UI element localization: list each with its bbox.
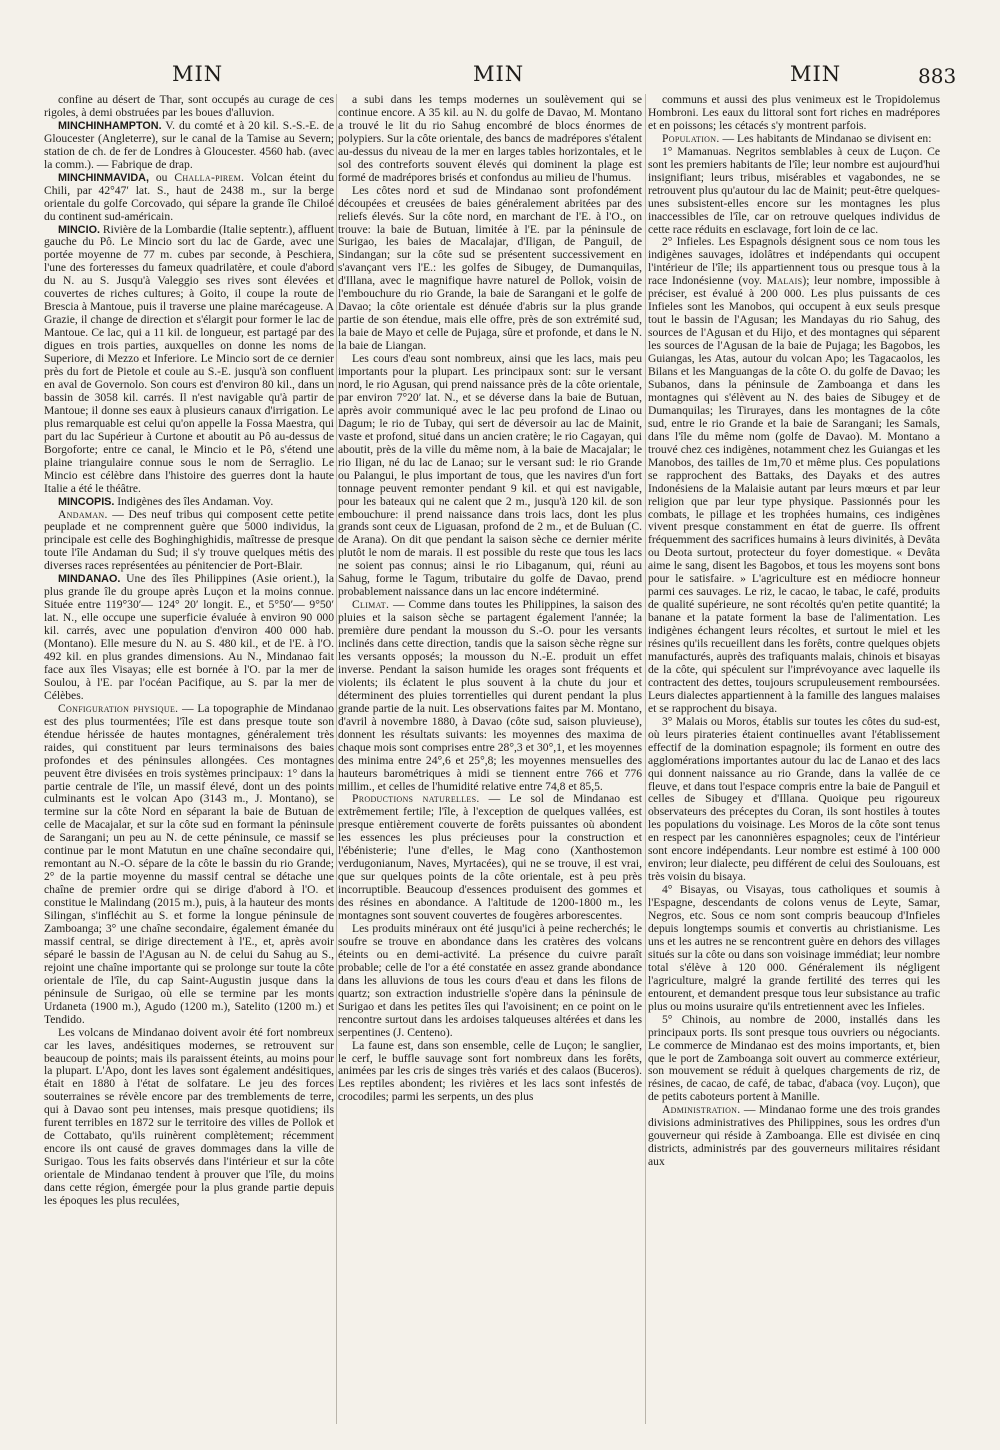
text-column-center xyxy=(338,94,642,1434)
paragraph: confine au désert de Thar, sont occupés au curage de ces rigoles, à demi obstruées par les boues d'alluvion. xyxy=(44,94,334,119)
entry-minchinmavida xyxy=(44,172,334,224)
paragraph: 1° Mamanuas. Negritos semblables à ceux de Luçon. Ce sont les premiers habitants de l'île; leur nombre est aujourd'hui insignifiant; leurs tribus, misérables et vagabondes, ne se retrouvent plus qu'autour du lac de Mainit; peut-être quelques-unes subsistent-elles encore sur les montagnes les plus inaccessibles de l'île, car on retrouve quelques individus de cette race réduits en esclavage, fort loin de ce lac. xyxy=(648,144,940,236)
paragraph: La faune est, dans son ensemble, celle de Luçon; le sanglier, le cerf, le buffle sauvage sont fort nombreux dans les forêts, animées par les cris de singes très variés et des calaos (Buceros). Les reptiles abondent; les rivières et les lacs sont infestés de crocodiles; parmi les serpents, un des plus xyxy=(338,1038,642,1104)
section-climat xyxy=(338,599,642,793)
paragraph: Les volcans de Mindanao doivent avoir été fort nombreux car les laves, andésitiques modernes, se retrouvent sur beaucoup de points; mais ils paraissent éteints, au moins pour la plupart. L'Apo, dont les laves sont également andésitiques, était en 1880 à l'état de solfatare. Le jeu des forces souterraines se révèle encore par des tremblements de terre, qui à Davao sont peu intenses, mais presque quotidiens; ils furent terribles en 1872 sur le territoire des villes de Pollok et de Cottabato, qu'ils ruinèrent complètement; récemment encore ils ont causé de graves dommages dans la ville de Surigao. Tous les faits observés dans l'intérieur et sur la côte orientale de Mindanao tendent à prouver que l'île, du moins dans cette région, émergée pour la plus grande partie depuis les époques les plus reculées, xyxy=(44,1025,334,1208)
paragraph-text: ); leur nombre, impossible à préciser, est évalué à 200 000. Les plus puissants de ces Infieles sont les Manobos, qui occupent à eux seuls presque tout le bassin de l'Agusan; les Mandayas du rio Sahug, des sources de l'Agusan et du Hijo, et des montagnes qui séparent les sources de l'Agusan de la baie de Pujaga; les Bagobos, les Guiangas, les Atas, autour du volcan Apo; les Tagacaolos, les Bilans et les Manguangas de la côte O. du golfe de Davao; les Subanos, dans la péninsule de Zamboanga et dans les montagnes qui s'élèvent au N. des baies de Sibugey et de Dumanquilas; les Tirurayes, dans les montagnes de la côte sud, entre le rio Grande et la baie de Sarangani; les Samals, dans l'île du même nom (golfe de Davao). M. Montano a trouvé chez ces indigènes, notamment chez les Guiangas et les Manobos, des tailles de 1m,70 et même plus. Ces populations se rapprochent des Battaks, des Dayaks et des autres Indonésiens de la Malaisie autant par leurs mœurs et par leur religion que par leur type physique. Passionnés pour les combats, le pillage et les trophées humains, ces indigènes vivent presque constamment en état de guerre. Ils offrent fréquemment des sacrifices humains à leurs divinités, à Devâta ou Deota surtout, protecteur du foyer domestique. « Devâta aime le sang, disent les Bagobos, et tous les moyens sont bons pour le satisfaire. » L'agriculture est en médiocre honneur parmi ces sauvages. Le riz, le cacao, le tabac, le café, produits de qualité supérieure, ne sont récoltés qu'en petite quantité; la banane et la patate forment la base de l'alimentation. Les indigènes échangent leurs récoltes, et surtout le miel et les résines qu'ils recueillent dans les forêts, contre quelques objets manufacturés, auprès des trafiquants malais, chinois et bisayas de la côte, qui spéculent sur l'imprévoyance avec laquelle ils contractent des dettes, toujours scrupuleusement remboursées. Leurs dialectes appartiennent à la famille des langues malaises et se rapprochent du bisaya. xyxy=(648,274,940,715)
header-center-guide-word: MIN xyxy=(473,62,525,86)
entry-headword: MINCOPIS. xyxy=(58,495,115,508)
page-number: 883 xyxy=(918,64,957,88)
entry-text: Indigènes des îles Andaman. Voy. xyxy=(114,494,274,508)
entry-mindanao xyxy=(44,573,334,703)
section-text: — Comme dans toutes les Philippines, la saison des pluies et la saison sèche se partagent également l'année; la première dure pendant la mousson du S.-O. pour les versants inclinés dans cette direction, tandis que la saison sèche règne sur les versants opposés; la mousson du N.-E. produit un effet inverse. Pendant la saison humide les orages sont fréquents et violents; ils éclatent le plus souvent à la chute du jour et déterminent des pluies torrentielles qui durent pendant la plus grande partie de la nuit. Les observations faites par M. Montano, d'avril à novembre 1880, à Davao (côte sud, saison pluvieuse), donnent les résultats suivants: les moyennes des maxima de chaque mois sont comprises entre 28°,3 et 30°,1, et les moyennes des minima entre 24°,6 et 25°,8; les moyennes mensuelles des hauteurs barométriques à midi se tiennent entre 766 et 776 millim., et celles de l'humidité relative entre 74,8 et 85,5. xyxy=(338,598,642,793)
entry-text: Volcan éteint du Chili, par 42°47′ lat. S., haut de 2438 m., sur la berge orientale du golfe Corcovado, qui sépare la grande île Chiloé du continent sud-américain. xyxy=(44,170,334,223)
entry-headword: MINCHINMAVIDA, xyxy=(58,171,149,184)
paragraph: Les cours d'eau sont nombreux, ainsi que les lacs, mais peu importants pour la plupart. Les principaux sont: sur le versant nord, le rio Agusan, qui prend naissance près de la côte orientale, par environ 7°20′ lat. N., et se déverse dans la baie de Butuan, après avoir communiqué avec le lac peu profond de Linao ou Dagum; le rio de Tubay, qui sert de déversoir au lac de Mainit, vaste et profond, situé dans un ancien cratère; le rio Cagayan, qui aboutit, près de la ville du même nom, à la baie de Macajalar; le rio Iligan, né du lac de Lanao; sur le versant sud: le rio Grande ou Palangui, le plus important de tous, que les navires d'un fort tonnage peuvent remonter pendant 9 kil. et qui est navigable, pour les bateaux qui ne calent que 2 m., jusqu'à 120 kil. de son embouchure: il prend naissance dans trois lacs, dont les plus grands sont ceux de Liguasan, profond de 2 m., et de Buluan (C. de Arana). On dit que pendant la saison sèche ce dernier mérite plutôt le nom de marais. Il est possible du reste que tous les lacs ne soient pas connus; ainsi le rio Libaganum, qui, réuni au Sahug, forme le Tagum, tributaire du golfe de Davao, prend probablement naissance dans un lac encore indéterminé. xyxy=(338,352,642,599)
text-column-right xyxy=(648,94,940,1434)
column-rule xyxy=(336,94,337,1424)
cross-reference: Malais xyxy=(766,274,803,288)
section-administration xyxy=(648,1104,940,1169)
section-population xyxy=(648,133,940,146)
paragraph: 5° Chinois, au nombre de 2000, installés dans les principaux ports. Ils sont presque tous ouvriers ou négociants. Le commerce de Mindanao est des moins importants, et, bien que le port de Zamboanga soit ouvert au commerce extérieur, son mouvement se réduit à quelques chargements de riz, de résines, de cacao, de café, de tabac, d'abaca (voy. Luçon), que de petits caboteurs portent à Manille. xyxy=(648,1012,940,1104)
entry-variant: Challa-pirem. xyxy=(174,170,245,184)
section-heading: Climat. xyxy=(352,598,390,612)
section-text: — La topographie de Mindanao est des plus tourmentées; l'île est dans presque toute son étendue hérissée de hautes montagnes, généralement très raides, qui constituent par leurs terminaisons des baies profondes et des péninsules allongées. Ces montagnes peuvent être divisées en trois systèmes principaux: 1° dans la partie centrale de l'île, un massif élevé, dont un des points culminants est le volcan Apo (3143 m., J. Montano), se termine sur la côte Nord en séparant la baie de Butuan de celle de Macajalar, et sur la côte sud en formant la péninsule de Sarangani; un peu au N. de cette péninsule, ce massif se continue par le mont Matutun en une chaîne secondaire qui, remontant au N.-O. sépare de la côte le bassin du rio Grande; 2° de la partie moyenne du massif central se détache une chaîne de premier ordre qui se dirige d'abord à l'O. et constitue le Malindang (2015 m.), puis, à la hauteur des monts Silingan, s'infléchit au S. et forme la longue péninsule de Zamboanga; 3° une chaîne secondaire, également émanée du massif central, se dirige directement à l'E., et, après avoir séparé le bassin de l'Agusan au N. de celui du Sahug au S., rejoint une chaîne importante qui se prolonge sur toute la côte orientale de l'île, du cap Saint-Augustin jusque dans la péninsule de Surigao, où elle se termine par les monts Urdaneta (1900 m.), Agudo (1200 m.), Satelito (1200 m.) et Tendido. xyxy=(44,701,334,1026)
entry-headword: MINCIO. xyxy=(58,223,100,236)
paragraph: Les produits minéraux ont été jusqu'ici à peine recherchés; le soufre se trouve en abondance dans les cratères des volcans éteints ou en demi-activité. La présence du cuivre paraît probable; celle de l'or a été constatée en assez grande abondance dans les alluvions de tous les cours d'eau et dans les filons de quartz; son extraction industrielle s'opère dans la péninsule de Surigao et dans les petites îles qui l'avoisinent; en ce point on le rencontre surtout dans les ardoises talqueuses altérées et dans les serpentines (J. Centeno). xyxy=(338,922,642,1039)
section-text: — Les habitants de Mindanao se divisent en: xyxy=(719,131,932,145)
section-text: — Mindanao forme une des trois grandes divisions administratives des Philippines, sous les ordres d'un gouverneur qui réside à Zamboanga. Elle est divisée en cinq districts, administrés par des gouverneurs militaires résidant aux xyxy=(648,1103,940,1169)
header-left-guide-word: MIN xyxy=(172,62,224,86)
section-heading: Configuration physique. xyxy=(58,701,179,715)
entry-headword: MINCHINHAMPTON. xyxy=(58,119,162,132)
entry-text: — Des neuf tribus qui composent cette petite peuplade et ne comprennent guère que 5000 individus, la principale est celle des Boghinghighidis, maîtresse de presque toute l'île Andaman du Sud; il s'y trouve quelques métis des diverses races représentées au pénitencier de Port-Blair. xyxy=(44,507,334,573)
section-heading: Administration. xyxy=(662,1103,741,1117)
entry-text: Rivière de la Lombardie (Italie septentr.), affluent gauche du Pô. Le Mincio sort du lac de Garde, avec une portée moyenne de 77 m. cubes par seconde, à Peschiera, l'une des forteresses du fameux quadrilatère, et coule d'abord du N. au S. Jusqu'à Valeggio ses rives sont élevées et couvertes de riches cultures; à Goito, il coupe la route de Brescia à Mantoue, puis il traverse une plaine marécageuse. A Grazie, il change de direction et s'élargit pour former le lac de Mantoue. Ce lac, qui a 11 kil. de longueur, est partagé par des digues en trois parties, auxquelles on donne les noms de Superiore, di Mezzo et Inferiore. Le Mincio sort de ce dernier près du fort de Pietole et coule au S.-E. jusqu'à son confluent en aval de Governolo. Son cours est d'environ 80 kil., dans un bassin de 3058 kil. carrés. Il n'est navigable qu'à partir de Mantoue; il donne ses eaux à plusieurs canaux d'irrigation. Le plus remarquable est celui qu'on appelle la Fossa Maestra, qui part du lac Supérieur à Curtone et aboutit au Pô au-dessus de Borgoforte; entre ce canal, le Mincio et le Pô, s'étend une plaine triangulaire connue sous le nom de Serraglio. Le Mincio est célèbre dans l'histoire des guerres dont la haute Italie a été le théâtre. xyxy=(44,222,334,495)
paragraph: 4° Bisayas, ou Visayas, tous catholiques et soumis à l'Espagne, descendants de colons venus de Leyte, Samar, Negros, etc. Sous ce nom sont compris beaucoup d'Infieles depuis longtemps soumis et convertis au christianisme. Les uns et les autres ne se rencontrent guère en dehors des villages situés sur la côte ou dans son voisinage immédiat; leur nombre total s'élève à 120 000. Généralement ils négligent l'agriculture, malgré la grande fertilité des terres qui les entourent, et demandent presque tous leur subsistance au trafic plus ou moins usuraire qu'ils entretiennent avec les Infieles. xyxy=(648,883,940,1013)
entry-text: Une des îles Philippines (Asie orient.), la plus grande île du groupe après Luçon et la moins connue. Située entre 119°30′— 124° 20′ longit. E., et 5°50′— 9°50′ lat. N., elle occupe une superficie évaluée à environ 90 000 kil. carrés, avec une population d'environ 400 000 hab. (Montano). Elle mesure du N. au S. 480 kil., et de l'E. à l'O. 492 kil. en plus grandes dimensions. Au N., Mindanao fait face aux îles Visayas; elle est bornée à l'O. par la mer de Soulou, à l'E. par l'océan Pacifique, au S. par la mer de Célèbes. xyxy=(44,572,334,702)
paragraph: Les côtes nord et sud de Mindanao sont profondément découpées et creusées de baies généralement abritées par des reliefs élevés. Sur la côte nord, en marchant de l'E. à l'O., on trouve: la baie de Butuan, limitée à l'E. par la péninsule de Surigao, les baies de Macalajar, d'Iligan, de Panguil, de Sindangan; sur la côte sud se présentent successivement en s'avançant vers l'E.: les golfes de Sibugey, de Dumanquilas, d'Illana, avec le magnifique havre naturel de Pollok, voisin de l'embouchure du rio Grande, la baie de Sarangani et le golfe de Davao; la côte orientale est dénuée d'abris sur la plus grande partie de son étendue, mais elle offre, près de son extrémité sud, la baie de Mayo et celle de Pujaga, sûre et profonde, et dans le N. la baie de Liangan. xyxy=(338,183,642,353)
section-heading: Productions naturelles. xyxy=(352,792,480,806)
section-heading: Population. xyxy=(662,131,720,145)
entry-text: ou xyxy=(148,170,175,184)
section-productions xyxy=(338,793,642,923)
section-text: — Le sol de Mindanao est extrêmement fertile; l'île, à l'exception de quelques vallées, est presque entièrement couverte de forêts puissantes où abondent les essences les plus précieuses pour la construction et l'ébénisterie; l'une d'elles, le Mag cono (Xanthostemon verdugonianum, Naves, Myrtacées), qui ne se trouve, il est vrai, que sur quelques points de la côte orientale, est à peu près incorruptible. Beaucoup d'essences produisent des gommes et des résines en abondance. A l'altitude de 1200-1800 m., les montagnes sont souvent couvertes de fougères arborescentes. xyxy=(338,792,642,923)
paragraph xyxy=(44,509,334,574)
paragraph: a subi dans les temps modernes un soulèvement qui se continue encore. A 35 kil. au N. du golfe de Davao, M. Montano a trouvé le lit du rio Sahug encombré de blocs énormes de polypiers. Sur la côte orientale, des bancs de madrépores s'étalent au-dessus du niveau de la mer en larges tables horizontales, et le sol des contreforts souvent élevés qui dominent la plage est formé de madrépores brisés et confondus au milieu de l'humus. xyxy=(338,94,642,184)
paragraph-text: 2° Infieles. Les Espagnols désignent sous ce nom tous les indigènes sauvages, idolâtres et indépendants qui occupent l'intérieur de l'île; ils appartiennent tous ou presque tous à la race Indonésienne (voy. xyxy=(648,235,940,288)
cross-reference: Andaman. xyxy=(58,507,108,521)
header-right-guide-word: MIN xyxy=(790,62,842,86)
running-header xyxy=(0,62,1000,96)
section-configuration xyxy=(44,703,334,1027)
text-column-left xyxy=(44,94,334,1434)
paragraph: communs et aussi des plus venimeux est le Tropidolemus Hombroni. Les eaux du littoral sont fort riches en madrépores et en poissons; les cétacés s'y montrent parfois. xyxy=(648,94,940,132)
paragraph xyxy=(648,236,940,715)
column-rule xyxy=(645,94,646,1424)
entry-headword: MINDANAO. xyxy=(58,573,121,586)
entry-minchinhampton xyxy=(44,120,334,172)
entry-mincio xyxy=(44,224,334,496)
paragraph: 3° Malais ou Moros, établis sur toutes les côtes du sud-est, où leurs pirateries étaient continuelles avant l'établissement effectif de la domination espagnole; ils forment en outre des agglomérations importantes autour du lac de Lanao et des lacs qui donnent naissance au rio Grande, dans la vallée de ce fleuve, et dans tout l'espace compris entre la baie de Panguil et celles de Sibugey et d'Illana. Quoique peu rigoureux observateurs des préceptes du Coran, ils sont hostiles à toutes les populations du voisinage. Les Moros de la côte sont tenus en respect par les canonnières espagnoles; ceux de l'intérieur sont encore indépendants. Leur nombre est estimé à 100 000 environ; leur dialecte, peu différent de celui des Soulouans, est très voisin du bisaya. xyxy=(648,714,940,884)
entry-text: V. du comté et à 20 kil. S.-S.-E. de Gloucester (Angleterre), sur le canal de la Tamise au Severn; station de ch. de fer de Londres à Gloucester. 4560 hab. (avec la comm.). — Fabrique de drap. xyxy=(44,118,334,171)
